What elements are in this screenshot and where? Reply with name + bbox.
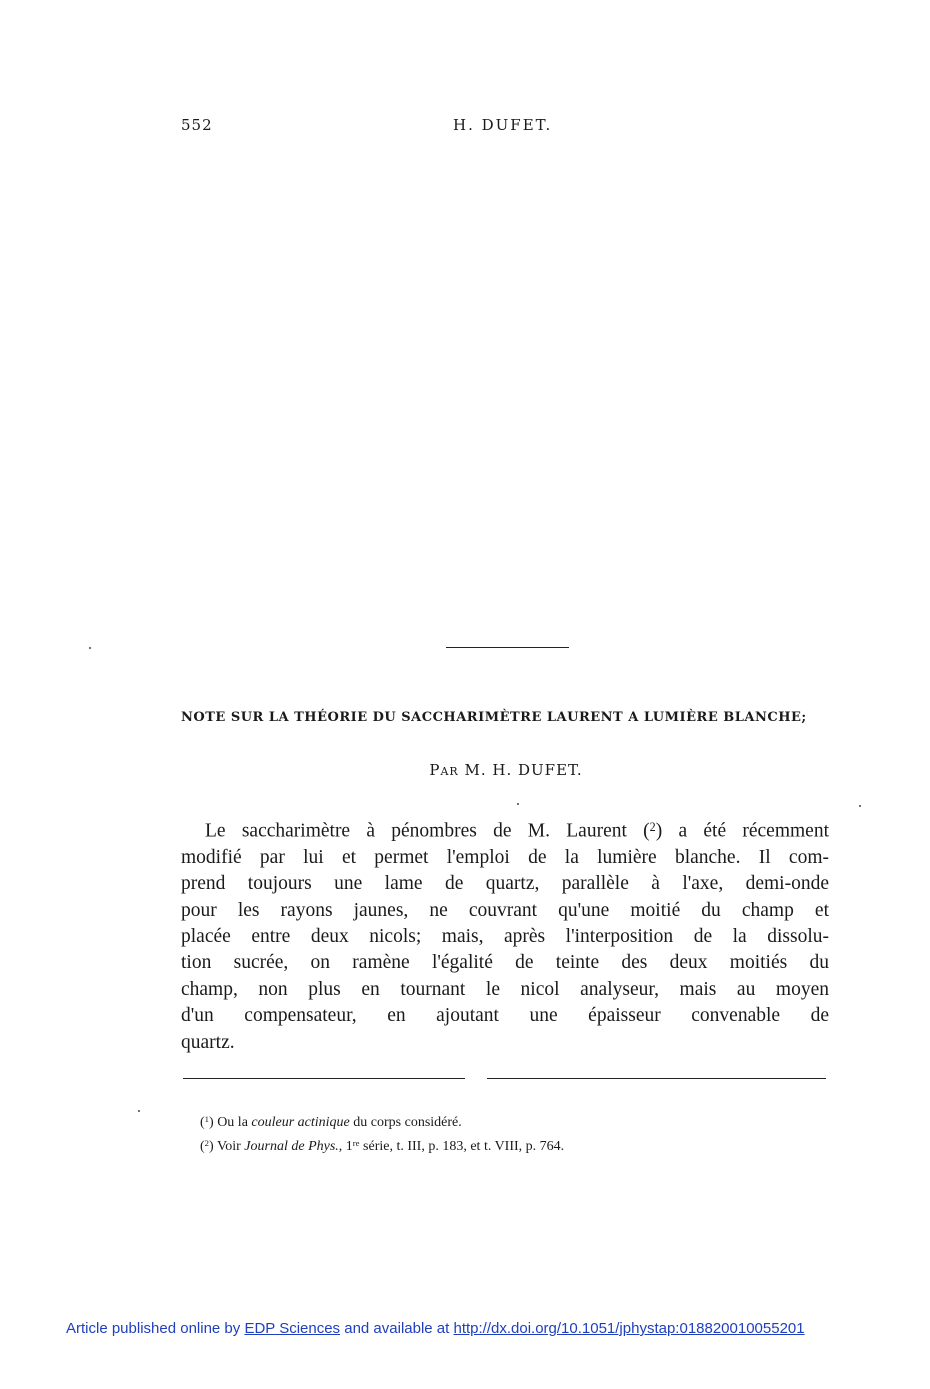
footnote-rule-right	[487, 1078, 826, 1079]
byline-prefix-initial: P	[429, 761, 441, 779]
body-line: champ, non plus en tournant le nicol analyseur, mais au moyen	[181, 978, 829, 1000]
running-head: H. DUFET.	[453, 116, 553, 134]
body-line: quartz.	[181, 1031, 235, 1053]
footnote-2: ($^2$) Voir Journal de Phys., 1re série, t. III, p. 183, et t. VIII, p. 764.	[200, 1137, 565, 1154]
scan-speck	[517, 803, 519, 805]
footnote-italic-text: Journal de Phys.	[244, 1138, 339, 1154]
footnote-marker: 2	[204, 1137, 210, 1148]
footnote-text: Ou la	[217, 1114, 252, 1130]
footnote-text: série, t. III, p. 183, et t. VIII, p. 764.	[359, 1138, 565, 1154]
footnote-italic-text: couleur actinique	[251, 1114, 350, 1130]
body-line: d'un compensateur, en ajoutant une épaisseur convenable de	[181, 1005, 829, 1027]
section-separator-rule	[446, 647, 569, 648]
page-number: 552	[181, 116, 213, 134]
publisher-link[interactable]: EDP Sciences	[244, 1320, 341, 1337]
byline-prefix-rest: AR	[440, 765, 459, 778]
footer-text: Article published online by	[66, 1320, 245, 1337]
body-line	[181, 814, 829, 845]
byline	[0, 761, 930, 779]
scan-speck	[859, 805, 861, 807]
footnotes	[200, 1109, 564, 1157]
footer-text: and available at	[340, 1320, 454, 1337]
footnote-text: , 1	[338, 1138, 353, 1154]
body-paragraph	[181, 814, 829, 1056]
body-line-text: ) a été récemment	[655, 820, 829, 842]
footnote-1: ($^1$) Ou la couleur actinique du corps considéré.	[200, 1114, 462, 1130]
footnote-marker: 1	[204, 1114, 210, 1124]
body-line: tion sucrée, on ramène l'égalité de teinte des deux moitiés du	[181, 952, 829, 974]
footnote-reference[interactable]: 2	[649, 820, 656, 834]
footnote-text: du corps considéré.	[349, 1114, 462, 1130]
scan-speck	[138, 1110, 140, 1112]
byline-author: M. H. DUFET.	[464, 761, 583, 779]
body-line-text: Le saccharimètre à pénombres de M. Laurent (	[205, 820, 650, 842]
doi-link[interactable]: http://dx.doi.org/10.1051/jphystap:018820010055201	[453, 1320, 805, 1337]
footnote-rule-left	[183, 1078, 465, 1079]
scan-speck	[89, 647, 91, 649]
article-title: NOTE SUR LA THÉORIE DU SACCHARIMÈTRE LAURENT A LUMIÈRE BLANCHE;	[181, 710, 807, 725]
body-line: pour les rayons jaunes, ne couvrant qu'une moitié du champ et	[181, 899, 829, 921]
footnote-superscript: re	[352, 1137, 360, 1148]
footnote-text: Voir	[216, 1138, 245, 1154]
body-line: prend toujours une lame de quartz, parallèle à l'axe, demi-onde	[181, 873, 829, 895]
body-line: placée entre deux nicols; mais, après l'interposition de la dissolu-	[181, 926, 829, 948]
body-line: modifié par lui et permet l'emploi de la lumière blanche. Il com-	[181, 846, 829, 868]
publisher-footer	[66, 1320, 805, 1337]
